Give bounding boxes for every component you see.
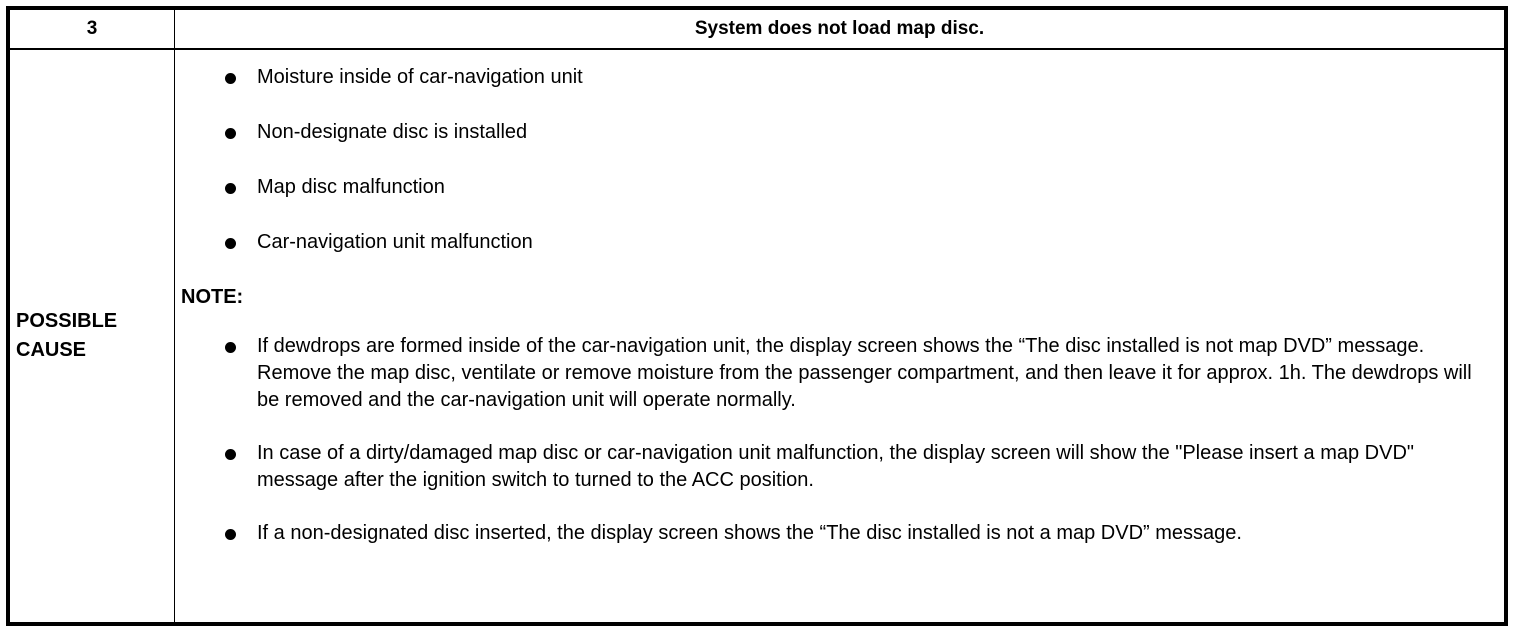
cause-item <box>181 174 1484 201</box>
possible-cause-label-line1: POSSIBLE <box>16 310 118 332</box>
symptom-title: System does not load map disc. <box>175 10 1505 50</box>
cause-item <box>181 64 1484 91</box>
table-header-row <box>10 10 1505 50</box>
possible-cause-label <box>10 49 175 623</box>
cause-text: Car-navigation unit malfunction <box>257 231 533 253</box>
bullet-icon <box>225 238 236 249</box>
possible-cause-row <box>10 49 1505 623</box>
note-text: If dewdrops are formed inside of the car-navigation unit, the display screen shows the “The disc installed is not map DVD” message. Remove the map disc, ventilate or remove moisture from the passenger compartment, and then leave it for approx. 1h. The dewdrops will be removed and the car-navigation unit will operate normally. <box>257 335 1472 411</box>
cause-list <box>181 64 1484 256</box>
note-text: In case of a dirty/damaged map disc or car-navigation unit malfunction, the display screen will show the "Please insert a map DVD" message after the ignition switch to turned to the ACC position. <box>257 442 1414 491</box>
cause-item <box>181 229 1484 256</box>
bullet-icon <box>225 342 236 353</box>
possible-cause-label-line2: CAUSE <box>16 339 87 361</box>
cause-text: Non-designate disc is installed <box>257 121 528 143</box>
step-number: 3 <box>10 10 175 50</box>
note-list <box>181 333 1484 547</box>
cause-text: Map disc malfunction <box>257 176 445 198</box>
table <box>9 9 1505 623</box>
note-item <box>181 440 1484 494</box>
bullet-icon <box>225 183 236 194</box>
note-text: If a non-designated disc inserted, the display screen shows the “The disc installed is not a map DVD” message. <box>257 522 1242 544</box>
note-item <box>181 520 1484 547</box>
cause-text: Moisture inside of car-navigation unit <box>257 66 583 88</box>
bullet-icon <box>225 128 236 139</box>
possible-cause-content <box>175 49 1505 623</box>
troubleshooting-table <box>6 6 1508 626</box>
note-item <box>181 333 1484 414</box>
cause-item <box>181 119 1484 146</box>
note-label: NOTE: <box>181 286 244 308</box>
bullet-icon <box>225 529 236 540</box>
bullet-icon <box>225 73 236 84</box>
bullet-icon <box>225 449 236 460</box>
